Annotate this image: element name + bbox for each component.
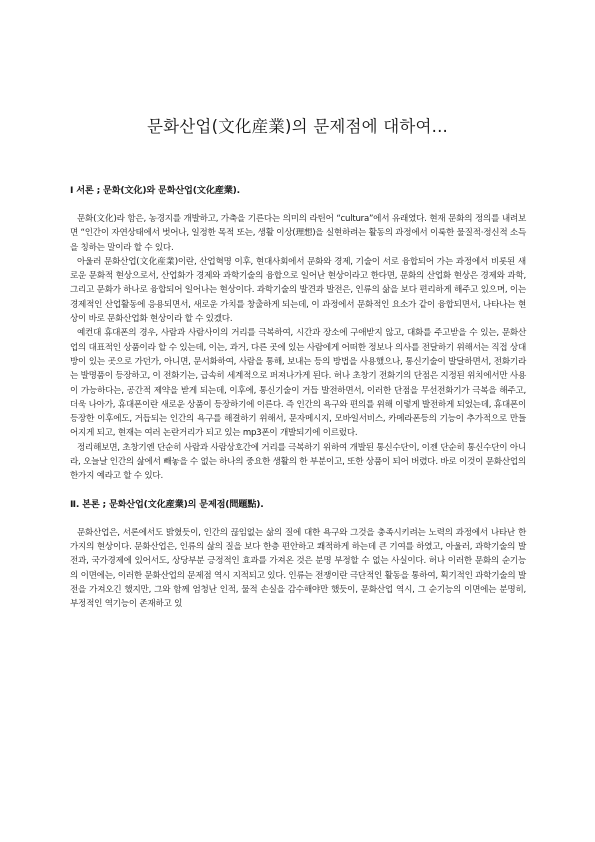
section-main-body	[70, 498, 526, 612]
paragraph: 문화산업은, 서론에서도 밝혔듯이, 인간의 끊임없는 삶의 질에 대한 욕구와 그것을 충족시키려는 노력의 과정에서 나타난 한가지의 현상이다. 문화산업은, 인류의 삶의 질을 보다 한층 편안하고 쾌적하게 하는데 큰 기여를 하였고, 아울러, 과학기술의 발전과, 국가경제에 있어서도, 상당부분 긍정적인 효과를 가져온 것은 분명 부정할 수 없는 사실이다. 허나 이러한 문화의 순기능의 이면에는, 이러한 문화산업의 문제점 역시 지적되고 있다. 인류는 전쟁이란 극단적인 활동을 통하여, 획기적인 과학기술의 발전을 가져오긴 했지만, 그와 함께 엄청난 인적, 물적 손실을 감수해야만 했듯이, 문화산업 역시, 그 순기능의 이면에는 분명히, 부정적인 역기능이 존재하고 있	[70, 527, 526, 610]
paragraph: 예컨대 휴대폰의 경우, 사람과 사람사이의 거리를 극복하여, 시간과 장소에 구애받지 않고, 대화를 주고받을 수 있는, 문화산업의 대표적인 상품이라 할 수 있는데, 이는, 과거, 다른 곳에 있는 사람에게 어떠한 정보나 의사를 전달하기 위해서는 직접 상대방이 있는 곳으로 가던가, 아니면, 문서화하여, 사람을 통해, 보내는 등의 방법을 사용했으나, 통신기술이 발달하면서, 전화기라는 발명품이 등장하고, 이 전화기는, 급속히 세계적으로 퍼져나가게 된다. 허나 초창기 전화기의 단점은 지정된 위치에서만 사용이 가능하다는, 공간적 제약을 받게 되는데, 이후에, 통신기술이 거듭 발전하면서, 이러한 단점을 무선전화기가 극복을 해주고, 더욱 나아가, 휴대폰이란 새로운 상품이 등장하기에 이른다. 즉 인간의 욕구와 편의를 위해 이렇게 발전하게 되었는데, 휴대폰이 등장한 이후에도, 거듭되는 인간의 욕구를 해결하기 위해서, 문자메시지, 모바일서비스, 카메라폰등의 기능이 추가적으로 만들어지게 되고, 현재는 여러 논란거리가 되고 있는 mp3폰이 개발되기에 이르렀다.	[70, 328, 526, 439]
document-title: 문화산업(文化産業)의 문제점에 대하여...	[147, 117, 448, 136]
section-heading: Ⅰ 서론 ; 문화(文化)와 문화산업(文化産業).	[70, 185, 240, 196]
section-introduction	[70, 184, 526, 484]
document-body	[70, 184, 526, 611]
section-heading: Ⅱ. 본론 ; 문화산업(文化産業)의 문제점(問題點).	[70, 498, 264, 510]
paragraph: 문화(文化)라 함은, 농경지를 개발하고, 가축을 기른다는 의미의 라틴어 “cultura”에서 유래였다. 현재 문화의 정의를 내려보면 “인간이 자연상태에서 벗어나, 일정한 목적 또는, 생활 이상(理想)을 실현하려는 활동의 과정에서 이룩한 물질적·정신적 소득을 칭하는 말이라 할 수 있다.	[70, 214, 526, 253]
paragraph: 아울러 문화산업(文化産業)이란, 산업혁명 이후, 현대사회에서 문화와 경제, 기술이 서로 융합되어 가는 과정에서 비롯된 새로운 문화적 현상으로서, 산업화가 경제와 과학기술의 융합으로 일어난 현상이라고 한다면, 문화의 산업화 현상은 경제와 과학, 그리고 문화가 하나로 융합되어 일어나는 현상이다. 과학기술의 발견과 발전은, 인류의 삶을 보다 편리하게 해주고 있으며, 이는 경제적인 산업활동에 응용되면서, 새로운 가치를 창출하게 되는데, 이 과정에서 문화적인 요소가 같이 융합되면서, 나타나는 현상이 바로 문화산업화 현상이라 할 수 있겠다.	[70, 256, 526, 325]
paragraph: 정리해보면, 초창기엔 단순히 사람과 사람상호간에 거리를 극복하기 위하여 개발된 통신수단이, 이젠 단순히 통신수단이 아니라, 오늘날 인간의 삶에서 빼놓을 수 없는 하나의 중요한 생활의 한 부분이고, 또한 상품이 되어 버렸다. 바로 이것이 문화산업의 한가지 예라고 할 수 있다.	[70, 442, 526, 482]
